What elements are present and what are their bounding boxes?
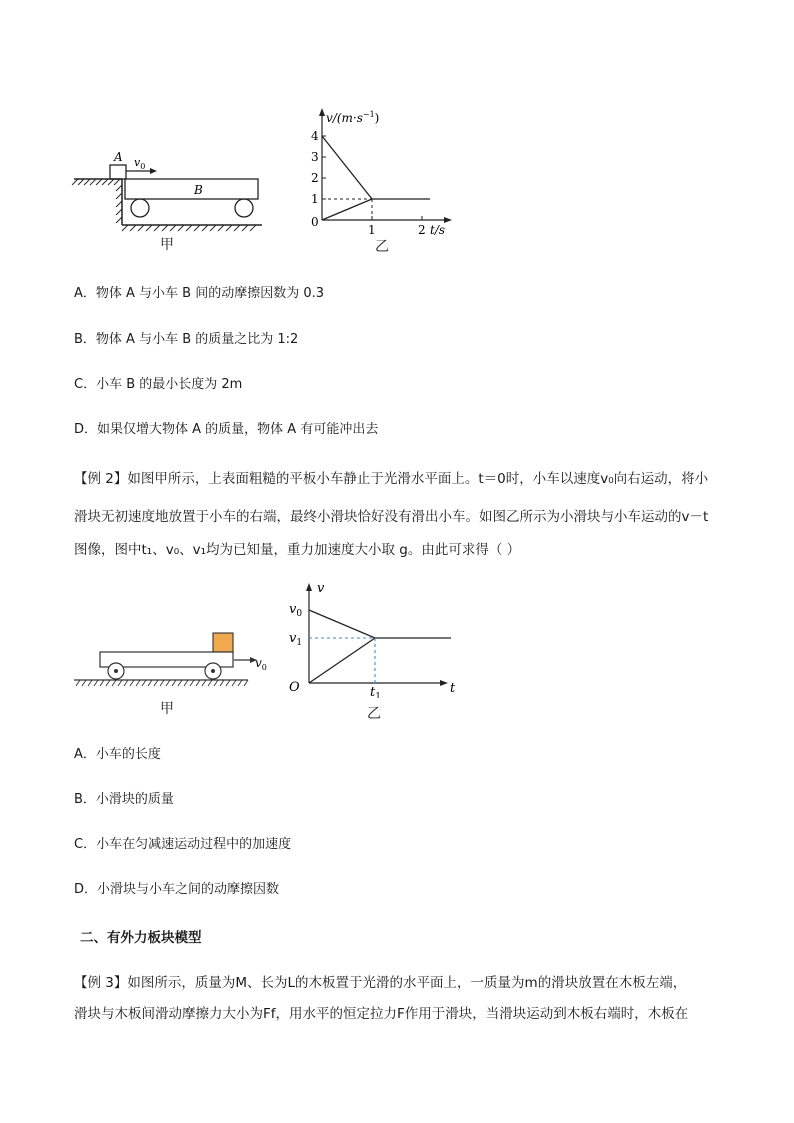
label-v0: $v_0$ xyxy=(134,156,146,171)
example3-line-2: 滑块与木板间滑动摩擦力大小为Ff，用水平的恒定拉力F作用于滑块，当滑块运动到木板右端时，木板在 xyxy=(74,1006,689,1022)
example1-option-c: C．小车 B 的最小长度为 2m xyxy=(74,377,243,392)
label-b: B xyxy=(194,183,203,197)
v0-label: $v_0$ xyxy=(289,602,303,619)
example2-fig-a-caption: 甲 xyxy=(160,701,174,717)
y-tick-4: 4 xyxy=(311,129,319,143)
example1-option-d: D．如果仅增大物体 A 的质量，物体 A 有可能冲出去 xyxy=(74,422,379,437)
series-slider-line xyxy=(309,638,375,683)
x-axis-label: t/s xyxy=(430,223,446,237)
y-tick-2: 2 xyxy=(311,171,319,185)
cart-wheel xyxy=(235,199,253,217)
y-tick-3: 3 xyxy=(311,150,319,164)
x-tick-1: 1 xyxy=(368,223,376,237)
y-tick-1: 1 xyxy=(311,192,319,206)
x-tick-2: 2 xyxy=(418,223,426,237)
x-axis-label: t xyxy=(450,681,456,696)
example2-option-a: A．小车的长度 xyxy=(74,747,161,762)
v1-label: $v_1$ xyxy=(289,631,303,648)
series-cart-line xyxy=(322,136,372,199)
cart-b-body xyxy=(125,179,258,199)
t1-label: $t_1$ xyxy=(370,685,381,698)
series-block-line xyxy=(322,199,372,220)
slider-box xyxy=(213,633,233,652)
block-a xyxy=(110,165,126,179)
example2-cart-figure xyxy=(70,625,290,695)
y-axis-label: v xyxy=(317,581,325,596)
example2-line-2: 滑块无初速度地放置于小车的右端，最终小滑块恰好没有滑出小车。如图乙所示为小滑块与小车运动的v－t xyxy=(74,509,709,525)
section-2-title: 二、有外力板块模型 xyxy=(80,930,202,946)
example1-option-a: A．物体 A 与小车 B 间的动摩擦因数为 0.3 xyxy=(74,286,325,301)
example2-fig-b-caption: 乙 xyxy=(367,706,381,722)
y-axis-label: $v/(m\cdot s^{-1})$ xyxy=(326,110,380,125)
example2-line-3: 图像，图中t₁、v₀、v₁均为已知量，重力加速度大小取 g。由此可求得（ ） xyxy=(74,542,521,558)
label-a: A xyxy=(114,150,123,164)
cart-wheel xyxy=(131,199,149,217)
origin-label: 0 xyxy=(311,215,319,229)
origin-label: O xyxy=(289,680,300,695)
label-v0: $v_0$ xyxy=(255,656,267,672)
example1-vt-graph xyxy=(300,100,460,240)
example2-option-c: C．小车在匀减速运动过程中的加速度 xyxy=(74,837,292,852)
example2-option-d: D．小滑块与小车之间的动摩擦因数 xyxy=(74,882,280,897)
series-cart-line xyxy=(309,610,375,638)
example1-option-b: B．物体 A 与小车 B 的质量之比为 1:2 xyxy=(74,332,299,347)
example1-fig-b-caption: 乙 xyxy=(375,239,389,255)
example2-vt-graph xyxy=(285,578,465,698)
example2-line-1: 【例 2】如图甲所示，上表面粗糙的平板小车静止于光滑水平面上。t＝0时，小车以速度v₀向右运动，将小 xyxy=(74,471,709,487)
example1-fig-a-caption: 甲 xyxy=(160,237,174,253)
example3-line-1: 【例 3】如图所示，质量为M、长为L的木板置于光滑的水平面上，一质量为m的滑块放置在木板左端， xyxy=(74,975,687,991)
example2-option-b: B．小滑块的质量 xyxy=(74,792,174,807)
